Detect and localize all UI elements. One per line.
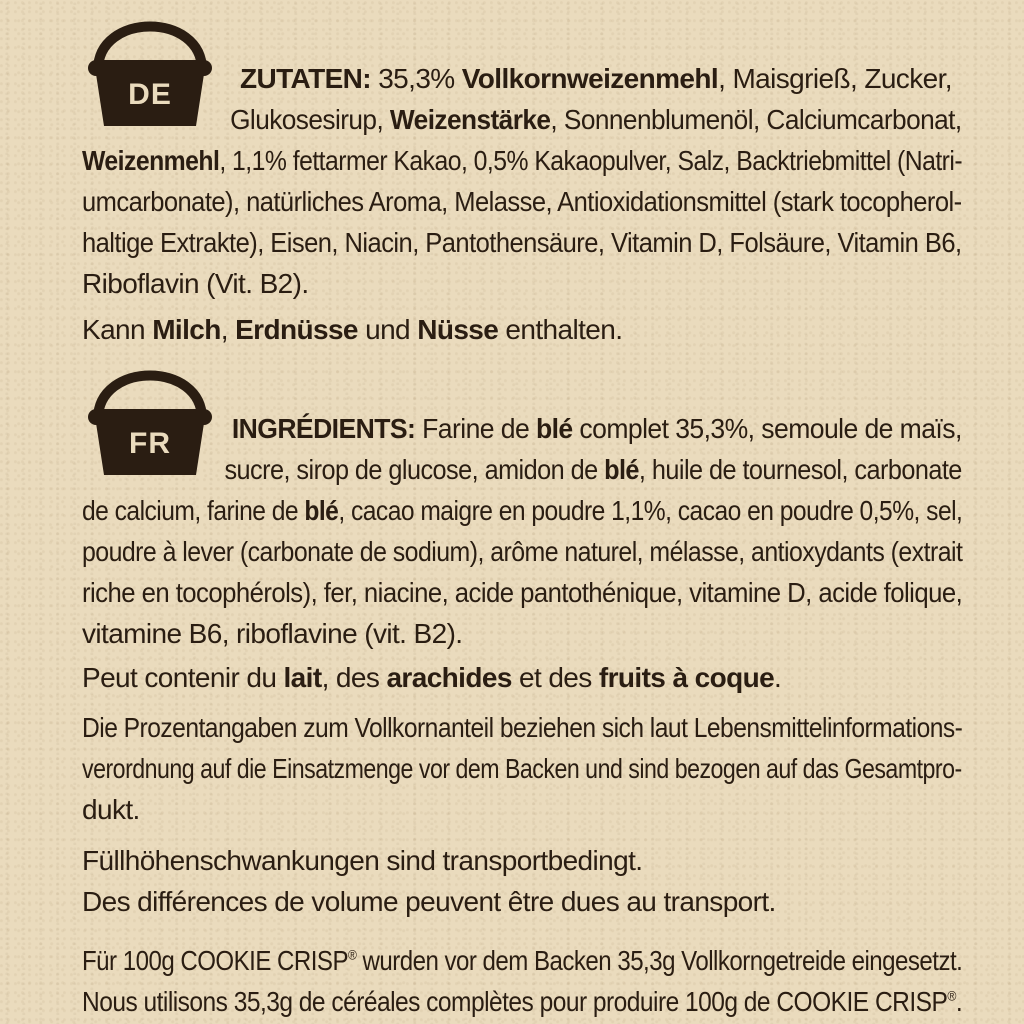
percent-note: Die Prozentangaben zum Vollkornanteil beziehen sich laut Lebensmittelinformations- verordnung auf die Einsatzmenge vor dem Backen und sind bezogen auf das Gesamtpro- dukt. [82,712,963,825]
ingredients-fr: INGRÉDIENTS: Farine de blé complet 35,3%, semoule de maïs, sucre, sirop de glucose, amidon de blé, huile de tournesol, carbonate de calcium, farine de blé, cacao maigre en poudre 1,1%, cacao en poudre 0,5%, sel, poudre à lever (carbonate de sodium), arôme naturel, mélasse, antioxydants (extrait riche en tocophérols), fer, niacine, acide pantothénique, vitamine D, acide folique, vitamine B6, riboflavine (vit. B2). [82,413,963,649]
allergy-fr: Peut contenir du lait, des arachides et des fruits à coque. [82,662,782,693]
heading-de: ZUTATEN: [240,63,372,94]
heading-fr: INGRÉDIENTS: [231,413,416,444]
badge-label-fr: FR [129,427,171,460]
allergy-de: Kann Milch, Erdnüsse und Nüsse enthalten. [82,314,623,345]
badge-label-de: DE [128,78,172,111]
fill-note: Füllhöhenschwankungen sind transportbedingt. Des différences de volume peuvent être dues au transport. [82,845,776,917]
wholegrain-note: Für 100g COOKIE CRISP® wurden vor dem Backen 35,3g Vollkorngetreide eingesetzt. Nous utilisons 35,3g de céréales complètes pour produire 100g de COOKIE CRISP®. [82,945,963,1017]
ingredients-de: ZUTATEN: 35,3% Vollkornweizenmehl, Maisgrieß, Zucker, Glukosesirup, Weizenstärke, Sonnenblumenöl, Calciumcarbonat, Weizenmehl, 1,1% fettarmer Kakao, 0,5% Kakaopulver, Salz, Backtriebmittel (Natri- umcarbonate), natürliches Aroma, Melasse, Antioxidationsmittel (stark tocopherol- haltige Extrakte), Eisen, Niacin, Pantothensäure, Vitamin D, Folsäure, Vitamin B6, Riboflavin (Vit. B2). [82,63,963,299]
